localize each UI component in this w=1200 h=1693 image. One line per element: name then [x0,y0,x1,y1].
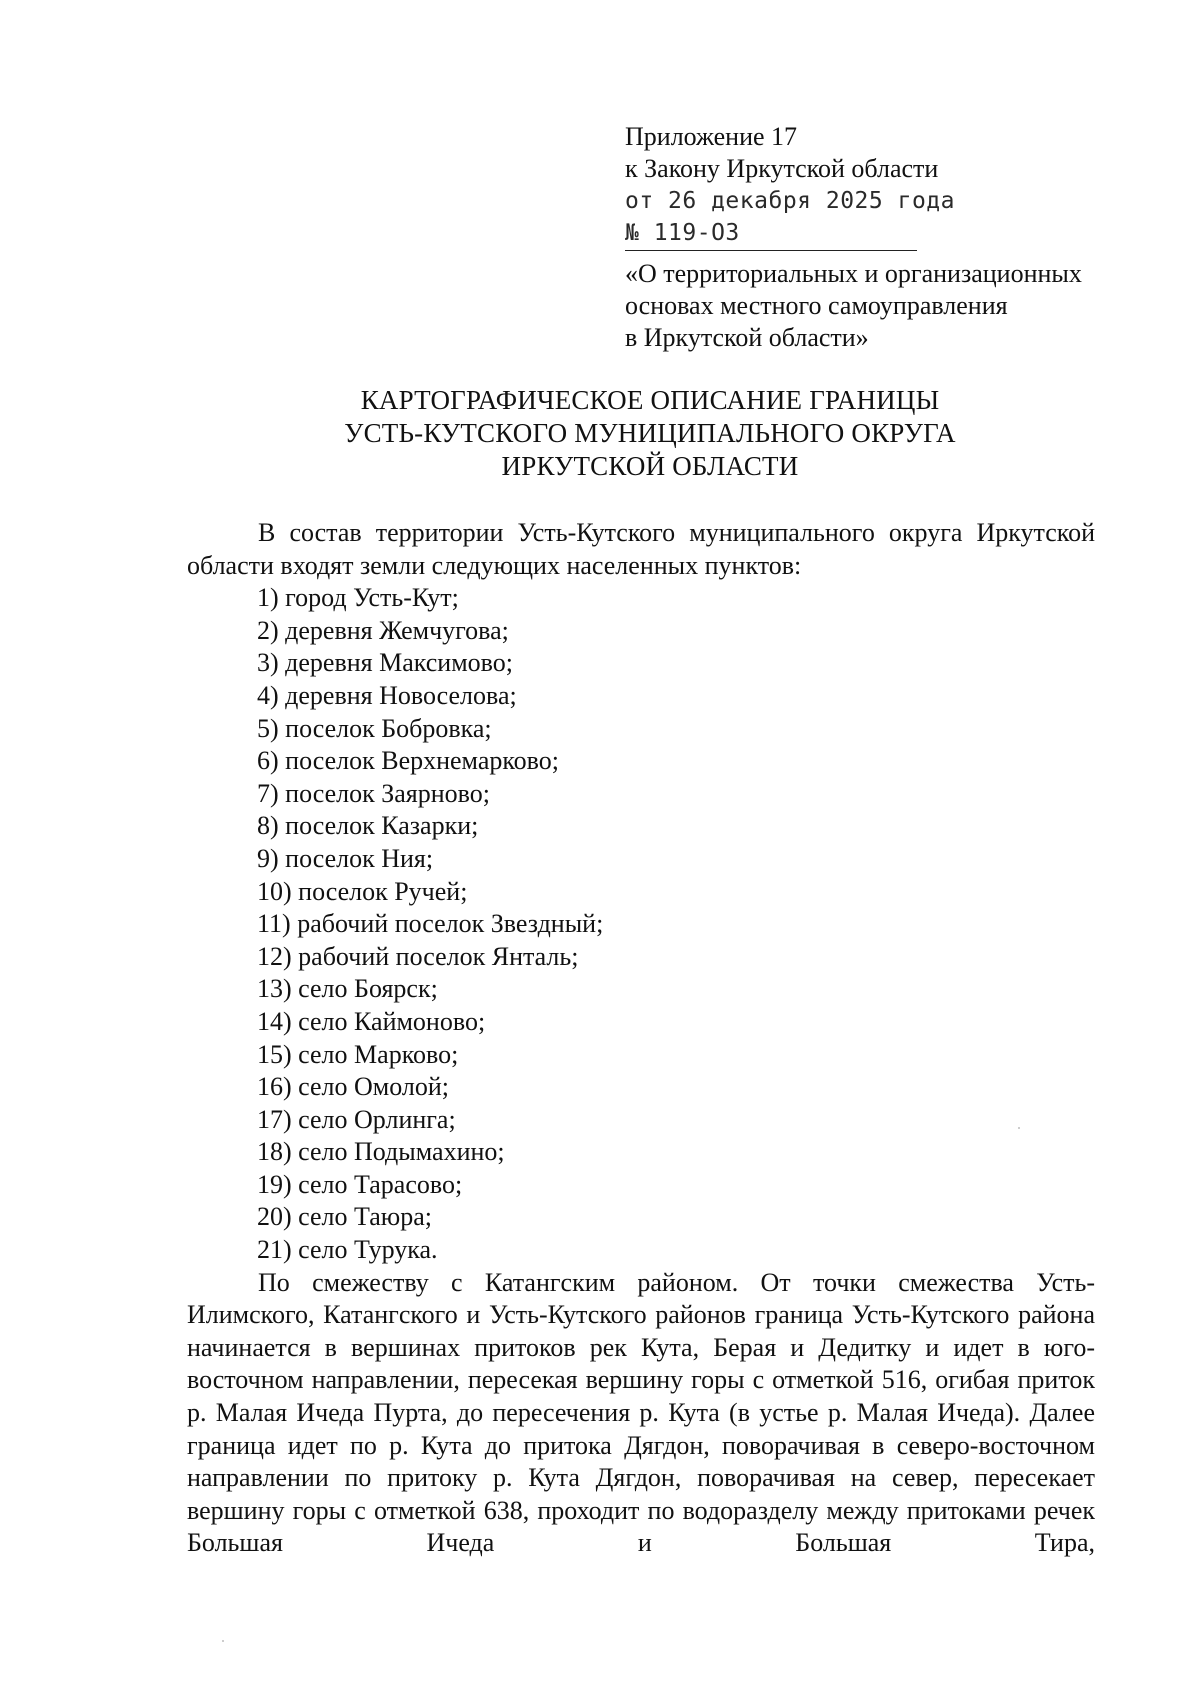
appendix-number: Приложение 17 [625,122,798,151]
settlement-list-item: 11) рабочий поселок Звездный; [257,909,604,939]
appendix-law-ref: к Закону Иркутской области [625,154,939,183]
boundary-paragraph: По смежеству с Катангским районом. От точки смежества Усть-Илимского, Катангского и Усть-Кутского районов граница Усть-Кутского района начинается в вершинах притоков рек Кута, Берая и Дедитку и идет в юго-восточном направлении, пересекая вершину горы с отметкой 516, огибая приток р. Малая Ичеда Пурта, до пересечения р. Кута (в устье р. Малая Ичеда). Далее граница идет по р. Кута до притока Дягдон, поворачивая в северо-восточном направлении по притоку р. Кута Дягдон, поворачивая на север, пересекает вершину горы с отметкой 638, проходит по водоразделу между притоками речек Большая Ичеда и Большая Тира, [187,1267,1095,1558]
law-title-line-3: в Иркутской области» [625,323,869,352]
law-date: от 26 декабря 2025 года [625,188,955,214]
settlement-list-item: 15) село Марково; [257,1039,459,1069]
settlement-list-item: 6) поселок Верхнемарково; [257,746,560,776]
settlement-list-item: 19) село Тарасово; [257,1169,463,1199]
document-body [187,517,1095,1560]
law-title-line-1: «О территориальных и организационных [625,259,1082,288]
appendix-reference [625,121,1145,354]
settlement-list-item: 1) город Усть-Кут; [257,583,459,613]
law-title-line-2: основах местного самоуправления [625,291,1008,320]
settlement-list-item: 16) село Омолой; [257,1072,450,1102]
settlement-list-item: 9) поселок Ния; [257,843,434,873]
document-title [180,384,1120,483]
settlement-list-item: 2) деревня Жемчугова; [257,615,509,645]
settlement-list [187,582,1095,1266]
settlement-list-item: 21) село Турука. [257,1235,438,1265]
title-line-1: КАРТОГРАФИЧЕСКОЕ ОПИСАНИЕ ГРАНИЦЫ [360,385,940,415]
settlement-list-item: 8) поселок Казарки; [257,811,479,841]
settlement-list-item: 10) поселок Ручей; [257,876,468,906]
title-line-3: ИРКУТСКОЙ ОБЛАСТИ [501,451,799,481]
scan-speck [1018,1127,1020,1129]
settlement-list-item: 12) рабочий поселок Янталь; [257,941,579,971]
settlement-list-item: 5) поселок Бобровка; [257,713,492,743]
settlement-list-item: 3) деревня Максимово; [257,648,513,678]
settlement-list-item: 7) поселок Заярново; [257,778,490,808]
settlement-list-item: 17) село Орлинга; [257,1104,456,1134]
intro-paragraph: В состав территории Усть-Кутского муниципального округа Иркутской области входят земли следующих населенных пунктов: [187,518,1095,580]
scan-speck [222,1640,224,1642]
settlement-list-item: 4) деревня Новоселова; [257,680,517,710]
settlement-list-item: 20) село Таюра; [257,1202,432,1232]
settlement-list-item: 18) село Подымахино; [257,1137,505,1167]
settlement-list-item: 14) село Каймоново; [257,1006,486,1036]
settlement-list-item: 13) село Боярск; [257,974,438,1004]
title-line-2: УСТЬ-КУТСКОГО МУНИЦИПАЛЬНОГО ОКРУГА [344,418,956,448]
law-number: № 119-ОЗ [625,217,917,251]
